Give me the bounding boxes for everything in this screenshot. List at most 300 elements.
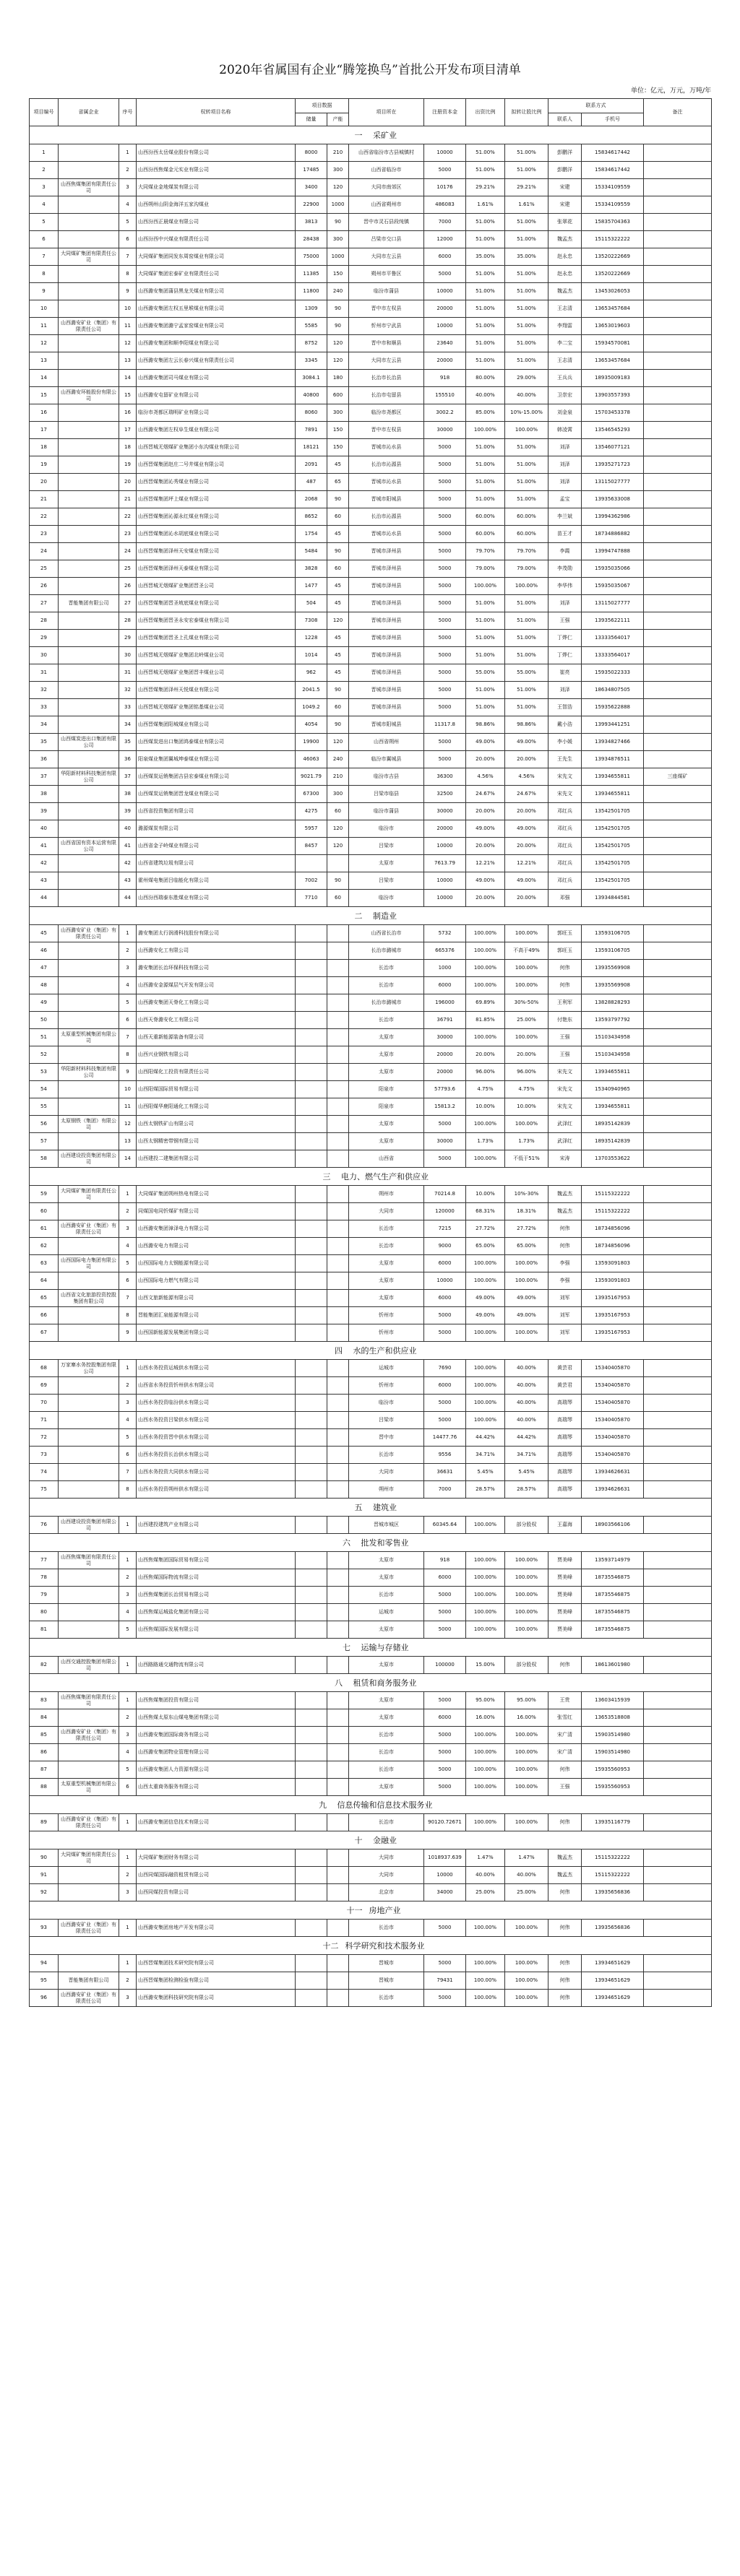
- cell-ratio: 1.73%: [466, 1133, 505, 1150]
- cell-seq: 18: [119, 439, 137, 456]
- cell-ratio: 20.00%: [466, 838, 505, 855]
- cell-capacity: 600: [327, 387, 349, 404]
- cell-contact-person: 宋广清: [548, 1727, 582, 1744]
- cell-location: 太原市: [349, 1569, 424, 1587]
- cell-capacity: 120: [327, 734, 349, 751]
- cell-contact-person: 李强: [548, 1272, 582, 1290]
- cell-contact-person: 邓红兵: [548, 872, 582, 890]
- cell-seq: 8: [119, 1046, 137, 1064]
- cell-project-id: 45: [30, 925, 59, 942]
- cell-ratio: 79.00%: [466, 560, 505, 578]
- cell-company: [59, 1955, 119, 1972]
- cell-capital: 10000: [424, 144, 466, 162]
- cell-project-id: 94: [30, 1955, 59, 1972]
- cell-transfer: 49.00%: [505, 1307, 548, 1324]
- cell-location: 晋中市: [349, 1429, 424, 1447]
- cell-capital: 120000: [424, 1203, 466, 1220]
- cell-capacity: 150: [327, 439, 349, 456]
- cell-transfer: 25.00%: [505, 1012, 548, 1029]
- cell-capital: 10000: [424, 283, 466, 300]
- cell-project-name: 山西晋煤集团泽州天悦煤业有限公司: [137, 682, 296, 699]
- cell-project-id: 68: [30, 1360, 59, 1377]
- cell-transfer: 65.00%: [505, 1238, 548, 1255]
- header-reserve: 储量: [296, 113, 327, 126]
- cell-capacity: [327, 1587, 349, 1604]
- cell-project-name: 山西汾西正晨煤业有限公司: [137, 214, 296, 231]
- cell-company: [59, 456, 119, 474]
- cell-note: [644, 1395, 712, 1412]
- cell-project-id: 74: [30, 1464, 59, 1481]
- cell-seq: 6: [119, 1272, 137, 1290]
- cell-project-id: 50: [30, 1012, 59, 1029]
- cell-phone: 13546077121: [582, 439, 644, 456]
- cell-project-name: 山西潞安集团左云长春兴煤业有限责任公司: [137, 352, 296, 370]
- cell-contact-person: 贾美峰: [548, 1604, 582, 1621]
- cell-project-id: 88: [30, 1779, 59, 1796]
- cell-contact-person: 何伟: [548, 1955, 582, 1972]
- cell-phone: 13934655811: [582, 1098, 644, 1116]
- cell-company: 山西建设投资集团有限公司: [59, 1517, 119, 1534]
- cell-phone: 13333564017: [582, 630, 644, 647]
- cell-seq: 22: [119, 508, 137, 526]
- cell-project-id: 15: [30, 387, 59, 404]
- table-row: [30, 1150, 712, 1168]
- table-row: [30, 508, 712, 526]
- cell-transfer: 51.00%: [505, 630, 548, 647]
- cell-capacity: [327, 1447, 349, 1464]
- cell-project-name: 山西阳煤化工投资有限责任公司: [137, 1064, 296, 1081]
- cell-contact-person: 魏孟杰: [548, 1203, 582, 1220]
- cell-seq: 2: [119, 942, 137, 960]
- cell-contact-person: 戴小浩: [548, 716, 582, 734]
- cell-note: [644, 960, 712, 977]
- cell-capacity: 60: [327, 508, 349, 526]
- cell-capacity: [327, 1290, 349, 1307]
- cell-project-id: 43: [30, 872, 59, 890]
- cell-location: 太原市: [349, 1029, 424, 1046]
- cell-reserve: 9021.79: [296, 768, 327, 786]
- cell-contact-person: 李翔雷: [548, 318, 582, 335]
- cell-contact-person: 邓红兵: [548, 820, 582, 838]
- cell-project-name: 山西天重新能源装备有限公司: [137, 1029, 296, 1046]
- cell-contact-person: 王强: [548, 1046, 582, 1064]
- cell-contact-person: 郭旺玉: [548, 942, 582, 960]
- cell-note: [644, 890, 712, 907]
- cell-ratio: 49.00%: [466, 1307, 505, 1324]
- cell-seq: 44: [119, 890, 137, 907]
- cell-ratio: 100.00%: [466, 1779, 505, 1796]
- cell-project-id: 14: [30, 370, 59, 387]
- cell-seq: 1: [119, 144, 137, 162]
- cell-capacity: 120: [327, 612, 349, 630]
- cell-note: [644, 144, 712, 162]
- cell-phone: 13934655811: [582, 1064, 644, 1081]
- cell-phone: 18935142839: [582, 1116, 644, 1133]
- cell-seq: 4: [119, 1744, 137, 1761]
- cell-note: [644, 560, 712, 578]
- cell-ratio: 12.21%: [466, 855, 505, 872]
- cell-project-name: 山西水务投资运城供水有限公司: [137, 1360, 296, 1377]
- cell-project-name: 山西焦煤国际物流有限公司: [137, 1569, 296, 1587]
- header-project-data: 项目数据: [296, 99, 349, 113]
- cell-seq: 1: [119, 1814, 137, 1831]
- cell-capital: 90120.72671: [424, 1814, 466, 1831]
- cell-company: [59, 751, 119, 768]
- cell-note: [644, 1029, 712, 1046]
- cell-location: 长治市: [349, 1761, 424, 1779]
- cell-phone: 13934626631: [582, 1464, 644, 1481]
- cell-capacity: 240: [327, 283, 349, 300]
- table-row: [30, 1360, 712, 1377]
- cell-ratio: 100.00%: [466, 1255, 505, 1272]
- cell-note: [644, 1761, 712, 1779]
- cell-phone: 13934655811: [582, 786, 644, 803]
- cell-project-name: 山西晋煤集团晋圣坡底煤业有限公司: [137, 595, 296, 612]
- cell-project-id: 61: [30, 1220, 59, 1238]
- cell-reserve: 5585: [296, 318, 327, 335]
- cell-location: 长治市: [349, 1744, 424, 1761]
- cell-capital: 12000: [424, 231, 466, 248]
- cell-transfer: 20.00%: [505, 838, 548, 855]
- cell-company: [59, 508, 119, 526]
- cell-capital: 20000: [424, 1064, 466, 1081]
- cell-contact-person: 刘泽: [548, 439, 582, 456]
- cell-project-name: 山西晋煤集团沁源永红煤业有限公司: [137, 508, 296, 526]
- cell-contact-person: 高瑞琴: [548, 1429, 582, 1447]
- cell-company: [59, 144, 119, 162]
- header-capital: 注册资本金: [424, 99, 466, 126]
- cell-transfer: 51.00%: [505, 647, 548, 664]
- cell-capacity: 45: [327, 595, 349, 612]
- cell-project-id: 6: [30, 231, 59, 248]
- cell-reserve: 3084.1: [296, 370, 327, 387]
- cell-note: [644, 1657, 712, 1674]
- cell-capital: 36631: [424, 1464, 466, 1481]
- section-title: 信息传输和信息技术服务业: [337, 1800, 433, 1810]
- cell-note: [644, 1621, 712, 1639]
- cell-location: 临汾市尧都区: [349, 404, 424, 422]
- cell-location: 晋城市泽州县: [349, 630, 424, 647]
- cell-capital: 10176: [424, 179, 466, 196]
- cell-phone: 15903514980: [582, 1727, 644, 1744]
- cell-seq: 10: [119, 300, 137, 318]
- cell-reserve: 962: [296, 664, 327, 682]
- cell-capital: 32500: [424, 786, 466, 803]
- section-row: [30, 907, 712, 925]
- section-heading: [30, 1342, 712, 1360]
- cell-capacity: [327, 1692, 349, 1709]
- cell-reserve: 504: [296, 595, 327, 612]
- cell-project-name: 山西潞安集团信息技术有限公司: [137, 1814, 296, 1831]
- cell-project-id: 37: [30, 768, 59, 786]
- section-heading: [30, 1499, 712, 1517]
- cell-seq: 7: [119, 1029, 137, 1046]
- cell-note: [644, 508, 712, 526]
- cell-location: 太原市: [349, 855, 424, 872]
- cell-project-name: 山西潞安集团物业管理有限公司: [137, 1744, 296, 1761]
- cell-company: [59, 1307, 119, 1324]
- cell-capacity: [327, 1220, 349, 1238]
- cell-project-id: 92: [30, 1884, 59, 1901]
- cell-capacity: 120: [327, 352, 349, 370]
- cell-capacity: 45: [327, 630, 349, 647]
- cell-phone: 13934876511: [582, 751, 644, 768]
- cell-ratio: 81.85%: [466, 1012, 505, 1029]
- cell-project-id: 91: [30, 1867, 59, 1884]
- cell-note: [644, 1046, 712, 1064]
- cell-project-name: 山西水务投资晋中供水有限公司: [137, 1429, 296, 1447]
- cell-ratio: 51.00%: [466, 300, 505, 318]
- cell-capital: 5000: [424, 1604, 466, 1621]
- cell-ratio: 20.00%: [466, 803, 505, 820]
- cell-transfer: 16.00%: [505, 1709, 548, 1727]
- cell-project-name: 山西煤炭运销集团晋龙煤业有限公司: [137, 786, 296, 803]
- cell-location: 晋城市泽州县: [349, 664, 424, 682]
- cell-seq: 19: [119, 456, 137, 474]
- cell-company: 华阳新材料科技集团有限公司: [59, 768, 119, 786]
- cell-company: [59, 1761, 119, 1779]
- cell-location: 太原市: [349, 1709, 424, 1727]
- cell-capacity: [327, 1569, 349, 1587]
- cell-ratio: 35.00%: [466, 248, 505, 266]
- cell-company: 山西焦煤集团有限责任公司: [59, 179, 119, 196]
- cell-note: [644, 595, 712, 612]
- cell-project-name: 山西国新能源发展集团有限公司: [137, 1324, 296, 1342]
- cell-transfer: 40.00%: [505, 387, 548, 404]
- cell-project-name: 霍州煤电集团吕临能化有限公司: [137, 872, 296, 890]
- cell-ratio: 100.00%: [466, 1116, 505, 1133]
- cell-project-id: 7: [30, 248, 59, 266]
- cell-contact-person: 刘泽: [548, 474, 582, 491]
- cell-capital: 5000: [424, 1412, 466, 1429]
- cell-seq: 2: [119, 1972, 137, 1990]
- cell-contact-person: 王强: [548, 612, 582, 630]
- cell-capital: 5000: [424, 1395, 466, 1412]
- cell-seq: 9: [119, 1324, 137, 1342]
- cell-contact-person: 李兰斌: [548, 508, 582, 526]
- cell-contact-person: 李茂勋: [548, 560, 582, 578]
- cell-ratio: 85.00%: [466, 404, 505, 422]
- cell-location: 晋中市灵石县段纯镇: [349, 214, 424, 231]
- cell-reserve: 2091: [296, 456, 327, 474]
- cell-ratio: 51.00%: [466, 647, 505, 664]
- cell-note: [644, 543, 712, 560]
- cell-contact-person: 何伟: [548, 1990, 582, 2007]
- cell-capital: 5000: [424, 439, 466, 456]
- cell-phone: 15935622888: [582, 699, 644, 716]
- cell-location: 大同市左云县: [349, 352, 424, 370]
- cell-capacity: 90: [327, 491, 349, 508]
- cell-contact-person: 邓强: [548, 890, 582, 907]
- cell-capacity: [327, 1012, 349, 1029]
- cell-capacity: [327, 1238, 349, 1255]
- cell-location: 晋城市: [349, 1972, 424, 1990]
- cell-project-id: 41: [30, 838, 59, 855]
- cell-note: [644, 300, 712, 318]
- cell-capital: 5000: [424, 734, 466, 751]
- cell-transfer: 51.00%: [505, 214, 548, 231]
- cell-project-name: 山西晋煤集团晋圣上孔煤业有限公司: [137, 630, 296, 647]
- table-row: [30, 1186, 712, 1203]
- section-row: [30, 1937, 712, 1955]
- cell-project-id: 90: [30, 1849, 59, 1867]
- cell-reserve: 8000: [296, 144, 327, 162]
- cell-project-id: 82: [30, 1657, 59, 1674]
- cell-capacity: [327, 1046, 349, 1064]
- cell-contact-person: 李二宝: [548, 335, 582, 352]
- cell-location: 忻州市: [349, 1307, 424, 1324]
- cell-transfer: 10.00%: [505, 1098, 548, 1116]
- cell-note: [644, 1884, 712, 1901]
- cell-seq: 3: [119, 1395, 137, 1412]
- cell-phone: 15340405870: [582, 1412, 644, 1429]
- cell-project-name: 山西省金子岭煤业有限公司: [137, 838, 296, 855]
- cell-reserve: [296, 855, 327, 872]
- section-row: [30, 1674, 712, 1692]
- cell-project-id: 1: [30, 144, 59, 162]
- cell-project-name: 山西晋煤集团坪上煤业有限公司: [137, 491, 296, 508]
- cell-seq: 5: [119, 1761, 137, 1779]
- cell-location: 晋城市泽州县: [349, 647, 424, 664]
- cell-contact-person: 何伟: [548, 1657, 582, 1674]
- cell-capital: 20000: [424, 352, 466, 370]
- cell-seq: 15: [119, 387, 137, 404]
- cell-note: [644, 1255, 712, 1272]
- cell-location: 晋中市左权县: [349, 300, 424, 318]
- cell-note: [644, 352, 712, 370]
- table-row: [30, 1116, 712, 1133]
- cell-location: 吕梁市临县: [349, 786, 424, 803]
- cell-capacity: 65: [327, 474, 349, 491]
- cell-reserve: 11385: [296, 266, 327, 283]
- cell-ratio: 60.00%: [466, 526, 505, 543]
- cell-ratio: 96.00%: [466, 1064, 505, 1081]
- cell-project-name: 山西潞安集团司马煤业有限公司: [137, 370, 296, 387]
- cell-transfer: 51.00%: [505, 595, 548, 612]
- cell-seq: 7: [119, 1464, 137, 1481]
- cell-ratio: 40.00%: [466, 387, 505, 404]
- cell-note: [644, 1692, 712, 1709]
- cell-project-id: 39: [30, 803, 59, 820]
- table-row: [30, 1324, 712, 1342]
- cell-capital: 918: [424, 370, 466, 387]
- cell-capacity: [327, 1727, 349, 1744]
- cell-capital: 36791: [424, 1012, 466, 1029]
- cell-capacity: [327, 1081, 349, 1098]
- cell-transfer: 49.00%: [505, 820, 548, 838]
- cell-capital: 3002.2: [424, 404, 466, 422]
- cell-transfer: 部分股权: [505, 1657, 548, 1674]
- cell-company: [59, 786, 119, 803]
- table-row: [30, 855, 712, 872]
- cell-project-id: 73: [30, 1447, 59, 1464]
- cell-transfer: 51.00%: [505, 283, 548, 300]
- cell-contact-person: 刘军: [548, 1324, 582, 1342]
- table-row: [30, 960, 712, 977]
- cell-ratio: 100.00%: [466, 422, 505, 439]
- cell-transfer: 1.73%: [505, 1133, 548, 1150]
- table-row: [30, 1429, 712, 1447]
- cell-project-name: 山西阳煤国际贸易有限公司: [137, 1081, 296, 1098]
- cell-note: [644, 214, 712, 231]
- section-row: [30, 1168, 712, 1186]
- cell-ratio: 95.00%: [466, 1692, 505, 1709]
- cell-seq: 11: [119, 1098, 137, 1116]
- cell-capacity: 60: [327, 803, 349, 820]
- cell-project-name: 山西潞安屯留矿业有限公司: [137, 387, 296, 404]
- section-title: 租赁和商务服务业: [353, 1678, 417, 1688]
- cell-note: [644, 630, 712, 647]
- cell-location: 朔州市: [349, 1481, 424, 1499]
- cell-project-name: 晋能集团汇泉能源有限公司: [137, 1307, 296, 1324]
- cell-capital: 486083: [424, 196, 466, 214]
- cell-company: [59, 1133, 119, 1150]
- cell-note: [644, 1360, 712, 1377]
- cell-location: 晋城市泽州县: [349, 578, 424, 595]
- cell-ratio: 1.61%: [466, 196, 505, 214]
- cell-contact-person: 贾美峰: [548, 1621, 582, 1639]
- cell-company: 晋能集团有限公司: [59, 1972, 119, 1990]
- cell-project-name: 山西阳煤华鹿阳通化工有限公司: [137, 1098, 296, 1116]
- cell-transfer: 35.00%: [505, 248, 548, 266]
- cell-seq: 14: [119, 1150, 137, 1168]
- cell-note: [644, 1012, 712, 1029]
- cell-reserve: 40800: [296, 387, 327, 404]
- cell-capital: 665376: [424, 942, 466, 960]
- cell-contact-person: 王贵: [548, 1692, 582, 1709]
- cell-project-name: 山西晋煤集团赵庄二号井煤业有限公司: [137, 456, 296, 474]
- cell-project-id: 53: [30, 1064, 59, 1081]
- table-row: [30, 144, 712, 162]
- section-heading: [30, 1937, 712, 1955]
- cell-location: 长治市长治县: [349, 370, 424, 387]
- cell-project-name: 山西潞安集团国际商务有限公司: [137, 1727, 296, 1744]
- cell-company: [59, 647, 119, 664]
- cell-project-name: 山西同煤投资有限公司: [137, 1884, 296, 1901]
- cell-note: [644, 1814, 712, 1831]
- cell-contact-person: 高瑞琴: [548, 1464, 582, 1481]
- cell-ratio: 80.00%: [466, 370, 505, 387]
- table-row: [30, 404, 712, 422]
- cell-note: [644, 1272, 712, 1290]
- cell-capital: 36300: [424, 768, 466, 786]
- cell-ratio: 51.00%: [466, 439, 505, 456]
- cell-project-name: 山西同煤国际融资租赁有限公司: [137, 1867, 296, 1884]
- cell-seq: 6: [119, 1012, 137, 1029]
- cell-project-name: 山西焦煤太原东山煤电集团有限公司: [137, 1709, 296, 1727]
- cell-note: [644, 1133, 712, 1150]
- cell-ratio: 100.00%: [466, 1972, 505, 1990]
- cell-transfer: 55.00%: [505, 664, 548, 682]
- cell-note: [644, 196, 712, 214]
- cell-transfer: 100.00%: [505, 1727, 548, 1744]
- cell-seq: 1: [119, 1657, 137, 1674]
- cell-location: 大同市南郊区: [349, 179, 424, 196]
- cell-capital: 5000: [424, 266, 466, 283]
- cell-project-name: 山西潞安化工有限公司: [137, 942, 296, 960]
- cell-project-name: 山西潞安集团左权五里堠煤业有限公司: [137, 300, 296, 318]
- cell-location: 长治市: [349, 1814, 424, 1831]
- cell-location: 太原市: [349, 1255, 424, 1272]
- cell-capacity: 300: [327, 231, 349, 248]
- cell-note: [644, 1290, 712, 1307]
- cell-company: [59, 335, 119, 352]
- cell-phone: 13934844581: [582, 890, 644, 907]
- cell-transfer: 51.00%: [505, 231, 548, 248]
- cell-reserve: [296, 1744, 327, 1761]
- cell-company: [59, 439, 119, 456]
- table-row: [30, 1255, 712, 1272]
